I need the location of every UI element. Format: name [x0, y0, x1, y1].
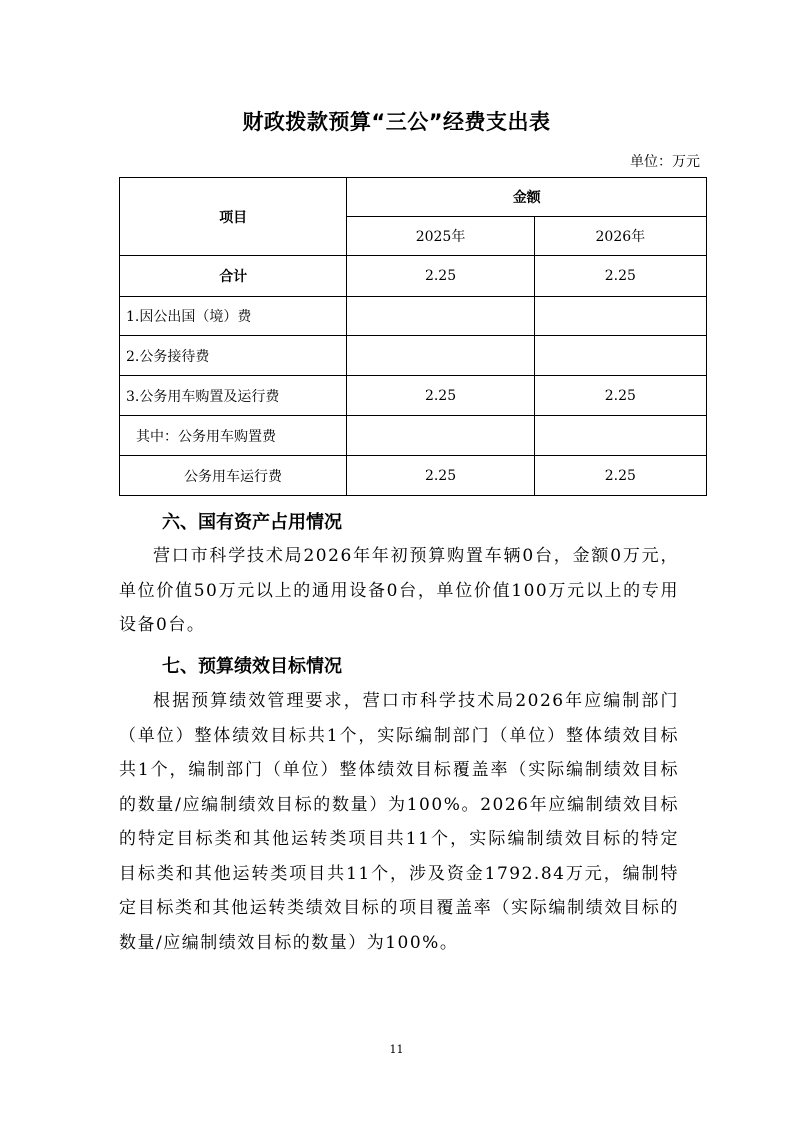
- section-7-heading: 七、预算绩效目标情况: [162, 656, 342, 677]
- header-year-2025: 2025年: [347, 217, 534, 256]
- row-value-2026: 2.25: [534, 376, 706, 416]
- row-value-2025: [347, 416, 534, 456]
- table-row: [120, 456, 707, 496]
- row-value-2026: 2.25: [534, 456, 706, 496]
- row-value-2025: [347, 297, 534, 336]
- row-value-2025: 2.25: [347, 256, 534, 297]
- row-value-2026: [534, 416, 706, 456]
- unit-label: 单位：万元: [630, 154, 700, 170]
- row-value-2025: [347, 336, 534, 376]
- table-row: [120, 297, 707, 336]
- section-6-paragraph: 营口市科学技术局2026年年初预算购置车辆0台，金额0万元，单位价值50万元以上的通用设备0台，单位价值100万元以上的专用设备0台。: [119, 546, 679, 635]
- row-label: 3.公务用车购置及运行费: [120, 376, 347, 416]
- page-number: 11: [389, 1043, 404, 1056]
- row-value-2025: 2.25: [347, 376, 534, 416]
- row-label: 2.公务接待费: [120, 336, 347, 376]
- row-value-2026: 2.25: [534, 256, 706, 297]
- row-value-2025: 2.25: [347, 456, 534, 496]
- row-label: 公务用车运行费: [120, 456, 347, 496]
- table-row: [120, 416, 707, 456]
- section-7-paragraph: 根据预算绩效管理要求，营口市科学技术局2026年应编制部门（单位）整体绩效目标共1个，实际编制部门（单位）整体绩效目标共1个，编制部门（单位）整体绩效目标覆盖率（实际编制绩效目标的数量/应编制绩效目标的数量）为100%。2026年应编制绩效目标的特定目标类和其他运转类项目共11个，实际编制绩效目标的特定目标类和其他运转类项目共11个，涉及资金1792.84万元，编制特定目标类和其他运转类绩效目标的项目覆盖率（实际编制绩效目标的数量/应编制绩效目标的数量）为100%。: [119, 691, 679, 953]
- section-6-heading: 六、国有资产占用情况: [162, 512, 342, 533]
- table-title: 财政拨款预算“三公”经费支出表: [242, 110, 551, 134]
- header-year-2026: 2026年: [534, 217, 706, 256]
- row-value-2026: [534, 297, 706, 336]
- row-label: 其中：公务用车购置费: [120, 416, 347, 456]
- row-value-2026: [534, 336, 706, 376]
- row-label: 1.因公出国（境）费: [120, 297, 347, 336]
- table-row: [120, 256, 707, 297]
- expense-table: [119, 177, 707, 496]
- header-item: 项目: [120, 178, 347, 256]
- header-amount: 金额: [347, 178, 707, 217]
- table-row: [120, 336, 707, 376]
- table-row: [120, 376, 707, 416]
- row-label: 合计: [120, 256, 347, 297]
